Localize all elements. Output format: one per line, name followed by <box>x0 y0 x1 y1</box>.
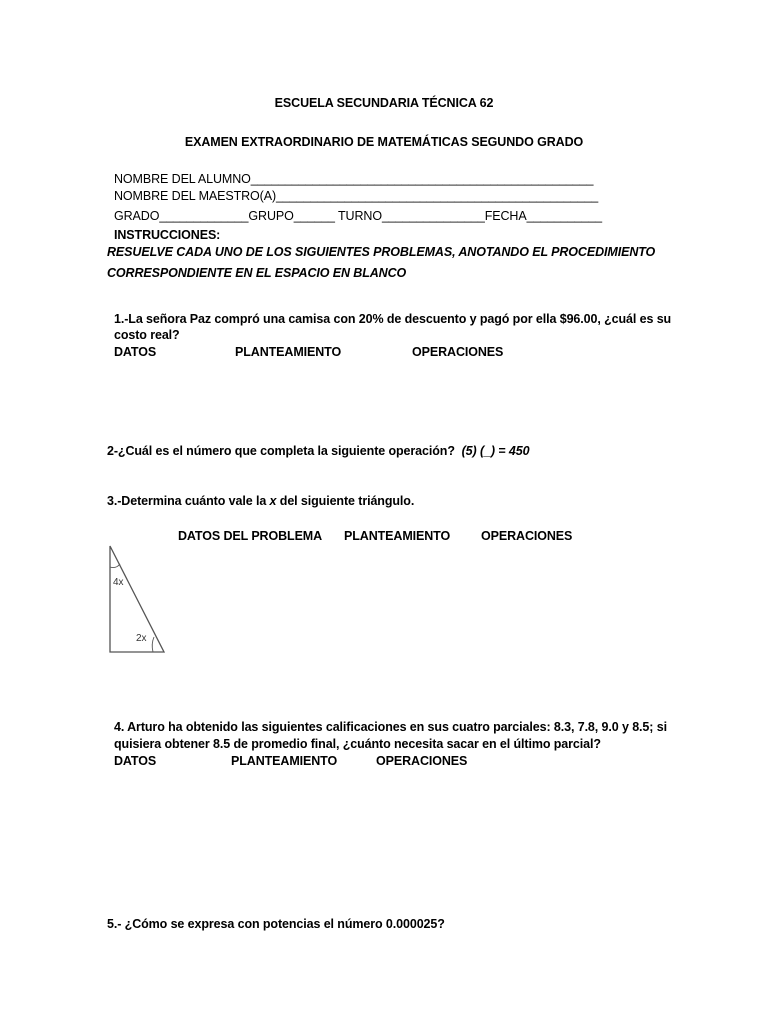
question-3-suffix: del siguiente triángulo. <box>276 494 415 508</box>
question-3-datos-heading: DATOS DEL PROBLEMA <box>178 529 323 543</box>
bottom-angle-label: 2x <box>136 633 147 644</box>
question-1-planteamiento-heading: PLANTEAMIENTO <box>235 345 342 359</box>
bottom-angle-arc <box>152 637 154 652</box>
question-4-line-1: 4. Arturo ha obtenido las siguientes calificaciones en sus cuatro parciales: 8.3, 7.8, 9.0 y 8.5; si <box>114 720 667 734</box>
question-3-variable: x <box>269 494 277 508</box>
teacher-name-field[interactable]: NOMBRE DEL MAESTRO(A)_______________________________________________ <box>114 189 599 203</box>
grade-group-shift-date-field[interactable]: GRADO_____________GRUPO______ TURNO_______________FECHA___________ <box>114 209 602 223</box>
triangle-diagram <box>106 543 168 656</box>
school-name: ESCUELA SECUNDARIA TÉCNICA 62 <box>274 96 494 110</box>
question-5: 5.- ¿Cómo se expresa con potencias el número 0.000025? <box>107 917 445 931</box>
question-4-operaciones-heading: OPERACIONES <box>376 754 468 768</box>
top-angle-arc <box>110 564 120 568</box>
top-angle-label: 4x <box>113 577 124 588</box>
student-name-field[interactable]: NOMBRE DEL ALUMNO__________________________________________________ <box>114 172 594 186</box>
question-3-planteamiento-heading: PLANTEAMIENTO <box>344 529 451 543</box>
question-4-datos-heading: DATOS <box>114 754 157 768</box>
question-2 <box>107 443 529 459</box>
question-3-prefix: 3.-Determina cuánto vale la <box>107 494 270 508</box>
exam-title: EXAMEN EXTRAORDINARIO DE MATEMÁTICAS SEGUNDO GRADO <box>184 135 584 149</box>
question-3 <box>107 493 414 509</box>
question-4-line-2: quisiera obtener 8.5 de promedio final, ¿cuánto necesita sacar en el último parcial? <box>114 737 601 751</box>
question-1-operaciones-heading: OPERACIONES <box>412 345 504 359</box>
question-1-line-2: costo real? <box>114 328 180 342</box>
question-2-text: 2-¿Cuál es el número que completa la siguiente operación? <box>107 444 455 458</box>
instructions-line-1: RESUELVE CADA UNO DE LOS SIGUIENTES PROBLEMAS, ANOTANDO EL PROCEDIMIENTO <box>107 245 656 259</box>
instructions-label: INSTRUCCIONES: <box>114 228 221 242</box>
question-4-planteamiento-heading: PLANTEAMIENTO <box>231 754 338 768</box>
question-1-line-1: 1.-La señora Paz compró una camisa con 20% de descuento y pagó por ella $96.00, ¿cuál es su <box>114 312 672 326</box>
question-3-operaciones-heading: OPERACIONES <box>481 529 573 543</box>
question-1-datos-heading: DATOS <box>114 345 157 359</box>
instructions-line-2: CORRESPONDIENTE EN EL ESPACIO EN BLANCO <box>107 266 407 280</box>
question-2-equation: (5) (_) = 450 <box>461 444 530 458</box>
